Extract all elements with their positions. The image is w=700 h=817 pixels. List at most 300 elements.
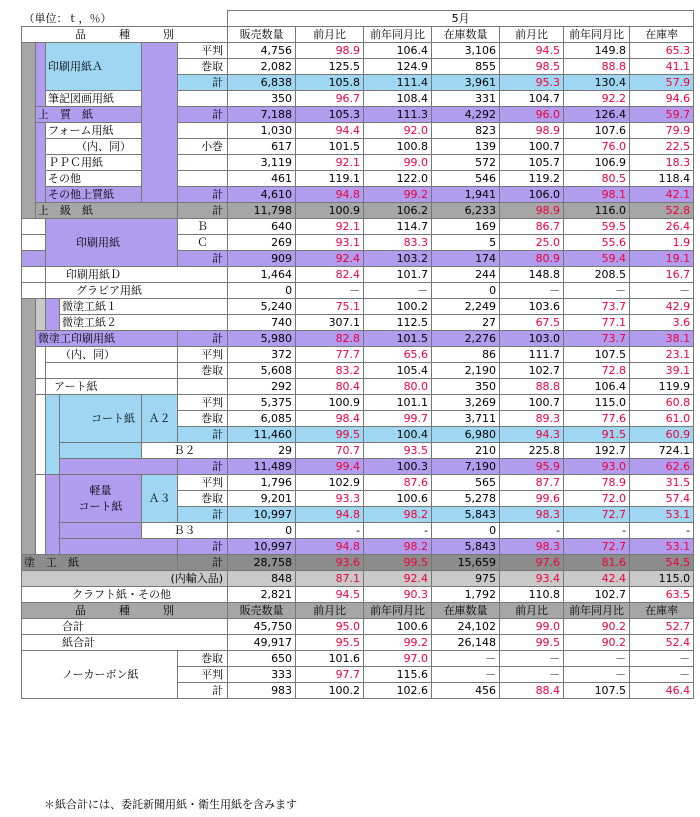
- value-cell: 95.0: [296, 619, 364, 635]
- value-cell: 2,082: [228, 59, 296, 75]
- value-cell: 92.1: [296, 219, 364, 235]
- value-cell: 98.5: [500, 59, 564, 75]
- value-cell: 126.4: [564, 107, 630, 123]
- value-cell: 77.7: [296, 347, 364, 363]
- table-row: [22, 203, 694, 219]
- table-row: [22, 635, 694, 651]
- header-unit-row: [22, 11, 694, 27]
- value-cell: 95.5: [296, 635, 364, 651]
- value-cell: 93.4: [500, 571, 564, 587]
- value-cell: 72.7: [564, 507, 630, 523]
- value-cell: 10,997: [228, 507, 296, 523]
- value-cell: 103.6: [500, 299, 564, 315]
- value-cell: 98.4: [296, 411, 364, 427]
- table-row: [22, 459, 694, 475]
- value-cell: 107.5: [564, 683, 630, 699]
- row-label: (内輸入品): [22, 571, 228, 587]
- table-row: [22, 171, 694, 187]
- row-label: 巻取: [178, 363, 228, 379]
- value-cell: 86.7: [500, 219, 564, 235]
- value-cell: 130.4: [564, 75, 630, 91]
- value-cell: 90.2: [564, 635, 630, 651]
- value-cell: 225.8: [500, 443, 564, 459]
- row-label: 平判: [178, 347, 228, 363]
- row-label: 計: [178, 203, 228, 219]
- value-cell: 99.7: [364, 411, 432, 427]
- item-col-header: 品 種 別: [22, 603, 228, 619]
- value-cell: 99.2: [364, 635, 432, 651]
- value-cell: 83.3: [364, 235, 432, 251]
- value-cell: 65.3: [630, 43, 694, 59]
- value-cell: 92.2: [564, 91, 630, 107]
- value-cell: 7,188: [228, 107, 296, 123]
- value-cell: 169: [432, 219, 500, 235]
- value-cell: 90.2: [564, 619, 630, 635]
- value-cell: 107.6: [564, 123, 630, 139]
- value-cell: 95.3: [500, 75, 564, 91]
- value-cell: 101.5: [296, 139, 364, 155]
- value-cell: 139: [432, 139, 500, 155]
- value-cell: 19.1: [630, 251, 694, 267]
- table-row: [22, 379, 694, 395]
- table-row: [22, 651, 694, 667]
- value-cell: 333: [228, 667, 296, 683]
- value-cell: 102.6: [364, 683, 432, 699]
- value-cell: 617: [228, 139, 296, 155]
- table-row: [22, 219, 694, 235]
- value-cell: －: [500, 667, 564, 683]
- row-label: Ａ２: [142, 395, 178, 443]
- value-cell: 174: [432, 251, 500, 267]
- value-cell: 99.2: [364, 187, 432, 203]
- value-cell: 101.1: [364, 395, 432, 411]
- value-cell: 2,276: [432, 331, 500, 347]
- value-cell: 99.5: [364, 555, 432, 571]
- row-label: 平判: [178, 667, 228, 683]
- value-cell: 93.6: [296, 555, 364, 571]
- row-label: 平判: [178, 475, 228, 491]
- row-label: 巻取: [178, 491, 228, 507]
- value-cell: 79.9: [630, 123, 694, 139]
- value-cell: 99.0: [500, 619, 564, 635]
- value-cell: 49,917: [228, 635, 296, 651]
- value-cell: 24,102: [432, 619, 500, 635]
- value-cell: 57.4: [630, 491, 694, 507]
- value-cell: 848: [228, 571, 296, 587]
- value-cell: 98.3: [500, 539, 564, 555]
- value-cell: 292: [228, 379, 296, 395]
- value-cell: 54.5: [630, 555, 694, 571]
- value-cell: －: [564, 667, 630, 683]
- value-cell: 111.4: [364, 75, 432, 91]
- value-cell: 59.4: [564, 251, 630, 267]
- value-cell: 89.3: [500, 411, 564, 427]
- value-cell: 82.4: [296, 267, 364, 283]
- sales-table: [21, 10, 694, 699]
- value-cell: 23.1: [630, 347, 694, 363]
- item-col-header: 品 種 別: [22, 27, 228, 43]
- value-cell: 65.6: [364, 347, 432, 363]
- row-label: 上 級 紙: [36, 203, 178, 219]
- value-cell: 110.8: [500, 587, 564, 603]
- row-label: グラビア用紙: [46, 283, 228, 299]
- table-row: [22, 475, 694, 491]
- value-cell: 90.3: [364, 587, 432, 603]
- value-cell: 27: [432, 315, 500, 331]
- value-cell: －: [630, 283, 694, 299]
- value-cell: 99.5: [500, 635, 564, 651]
- value-cell: 100.7: [500, 139, 564, 155]
- value-cell: 372: [228, 347, 296, 363]
- row-label: 印刷用紙Ｄ: [46, 267, 228, 283]
- row-label: （内、同）: [46, 139, 142, 155]
- row-label: 計: [178, 331, 228, 347]
- value-cell: 93.0: [564, 459, 630, 475]
- value-cell: －: [432, 651, 500, 667]
- col-header: 在庫率: [630, 27, 694, 43]
- value-cell: 2,249: [432, 299, 500, 315]
- value-cell: 41.1: [630, 59, 694, 75]
- value-cell: 88.4: [500, 683, 564, 699]
- header-col-row-repeat: [22, 603, 694, 619]
- value-cell: 3,711: [432, 411, 500, 427]
- col-header: 在庫率: [630, 603, 694, 619]
- value-cell: 10,997: [228, 539, 296, 555]
- value-cell: 92.0: [364, 123, 432, 139]
- value-cell: 7,190: [432, 459, 500, 475]
- value-cell: 102.9: [296, 475, 364, 491]
- value-cell: 331: [432, 91, 500, 107]
- value-cell: 82.8: [296, 331, 364, 347]
- value-cell: 119.2: [500, 171, 564, 187]
- value-cell: 70.7: [296, 443, 364, 459]
- value-cell: 96.7: [296, 91, 364, 107]
- table-row: [22, 587, 694, 603]
- value-cell: 73.7: [564, 299, 630, 315]
- value-cell: -: [630, 523, 694, 539]
- value-cell: 119.1: [296, 171, 364, 187]
- value-cell: 42.1: [630, 187, 694, 203]
- row-label: 塗 工 紙: [22, 555, 178, 571]
- value-cell: 62.6: [630, 459, 694, 475]
- row-label: 筆記図画用紙: [46, 91, 142, 107]
- value-cell: 94.6: [630, 91, 694, 107]
- value-cell: 192.7: [564, 443, 630, 459]
- value-cell: 55.6: [564, 235, 630, 251]
- value-cell: 31.5: [630, 475, 694, 491]
- row-label: 計: [178, 555, 228, 571]
- value-cell: 5,843: [432, 507, 500, 523]
- value-cell: 93.3: [296, 491, 364, 507]
- col-header: 販売数量: [228, 27, 296, 43]
- value-cell: 99.0: [364, 155, 432, 171]
- value-cell: 42.4: [564, 571, 630, 587]
- value-cell: 106.9: [564, 155, 630, 171]
- row-label: その他: [46, 171, 142, 187]
- value-cell: 94.5: [296, 587, 364, 603]
- value-cell: 18.3: [630, 155, 694, 171]
- value-cell: 83.2: [296, 363, 364, 379]
- value-cell: 99.4: [296, 459, 364, 475]
- value-cell: 26.4: [630, 219, 694, 235]
- value-cell: 80.9: [500, 251, 564, 267]
- row-label: ノーカーボン紙: [22, 651, 178, 699]
- month-label: 5月: [228, 11, 694, 27]
- value-cell: －: [432, 667, 500, 683]
- table-row: [22, 267, 694, 283]
- value-cell: 115.0: [630, 571, 694, 587]
- unit-label: （単位：ｔ，％）: [23, 11, 112, 25]
- value-cell: 105.7: [500, 155, 564, 171]
- value-cell: 102.7: [564, 587, 630, 603]
- value-cell: 75.1: [296, 299, 364, 315]
- value-cell: 81.6: [564, 555, 630, 571]
- value-cell: 97.7: [296, 667, 364, 683]
- value-cell: 100.3: [364, 459, 432, 475]
- value-cell: －: [364, 283, 432, 299]
- table-row: [22, 107, 694, 123]
- value-cell: 52.8: [630, 203, 694, 219]
- value-cell: 22.5: [630, 139, 694, 155]
- col-header: 前月比: [296, 27, 364, 43]
- value-cell: 0: [228, 283, 296, 299]
- value-cell: 119.9: [630, 379, 694, 395]
- value-cell: 77.6: [564, 411, 630, 427]
- value-cell: 111.3: [364, 107, 432, 123]
- value-cell: 855: [432, 59, 500, 75]
- value-cell: 100.6: [364, 619, 432, 635]
- value-cell: 67.5: [500, 315, 564, 331]
- row-label: 上 質 紙: [36, 107, 142, 123]
- value-cell: 106.2: [364, 203, 432, 219]
- value-cell: 95.9: [500, 459, 564, 475]
- value-cell: 42.9: [630, 299, 694, 315]
- row-label: ＰＰＣ用紙: [46, 155, 142, 171]
- row-label: （内、同）: [46, 347, 178, 363]
- value-cell: 4,610: [228, 187, 296, 203]
- row-label: 巻取: [178, 651, 228, 667]
- row-label: フォーム用紙: [46, 123, 142, 139]
- value-cell: 80.4: [296, 379, 364, 395]
- row-label: 計: [178, 459, 228, 475]
- value-cell: 6,085: [228, 411, 296, 427]
- value-cell: 1,941: [432, 187, 500, 203]
- row-label: 計: [178, 251, 228, 267]
- value-cell: 53.1: [630, 507, 694, 523]
- value-cell: 60.8: [630, 395, 694, 411]
- row-label: Ｃ: [178, 235, 228, 251]
- value-cell: 98.2: [364, 539, 432, 555]
- value-cell: 6,838: [228, 75, 296, 91]
- value-cell: 87.1: [296, 571, 364, 587]
- value-cell: -: [564, 523, 630, 539]
- row-label: コート紙: [60, 395, 142, 443]
- value-cell: 1,030: [228, 123, 296, 139]
- value-cell: 106.0: [500, 187, 564, 203]
- row-label: 合計: [22, 619, 228, 635]
- row-label: Ｂ２: [142, 443, 228, 459]
- value-cell: 5,608: [228, 363, 296, 379]
- value-cell: 98.3: [500, 507, 564, 523]
- table-row: [22, 347, 694, 363]
- value-cell: 29: [228, 443, 296, 459]
- value-cell: 350: [432, 379, 500, 395]
- value-cell: 572: [432, 155, 500, 171]
- table-row: [22, 155, 694, 171]
- value-cell: 80.0: [364, 379, 432, 395]
- value-cell: 86: [432, 347, 500, 363]
- header-col-row: [22, 27, 694, 43]
- value-cell: 111.7: [500, 347, 564, 363]
- value-cell: 5,278: [432, 491, 500, 507]
- value-cell: 108.4: [364, 91, 432, 107]
- table-row: [22, 395, 694, 411]
- value-cell: 350: [228, 91, 296, 107]
- value-cell: 16.7: [630, 267, 694, 283]
- table-row: [22, 315, 694, 331]
- value-cell: 3,961: [432, 75, 500, 91]
- value-cell: 975: [432, 571, 500, 587]
- row-label: その他上質紙: [46, 187, 178, 203]
- value-cell: 45,750: [228, 619, 296, 635]
- row-label: 微塗工紙２: [60, 315, 228, 331]
- row-label: Ａ３: [142, 475, 178, 523]
- row-label: 軽量 コート紙: [60, 475, 142, 523]
- col-header: 前年同月比: [564, 27, 630, 43]
- value-cell: -: [364, 523, 432, 539]
- value-cell: 92.4: [296, 251, 364, 267]
- value-cell: 103.2: [364, 251, 432, 267]
- table-row: [22, 331, 694, 347]
- value-cell: 3.6: [630, 315, 694, 331]
- value-cell: 115.6: [364, 667, 432, 683]
- value-cell: －: [564, 651, 630, 667]
- value-cell: 100.2: [364, 299, 432, 315]
- value-cell: 26,148: [432, 635, 500, 651]
- value-cell: 100.9: [296, 395, 364, 411]
- value-cell: 823: [432, 123, 500, 139]
- value-cell: 118.4: [630, 171, 694, 187]
- value-cell: 105.4: [364, 363, 432, 379]
- value-cell: －: [296, 283, 364, 299]
- value-cell: 94.3: [500, 427, 564, 443]
- col-header: 販売数量: [228, 603, 296, 619]
- value-cell: 3,106: [432, 43, 500, 59]
- value-cell: 98.9: [500, 203, 564, 219]
- value-cell: 93.5: [364, 443, 432, 459]
- value-cell: 208.5: [564, 267, 630, 283]
- value-cell: 5,843: [432, 539, 500, 555]
- col-header: 前月比: [500, 603, 564, 619]
- value-cell: 3,269: [432, 395, 500, 411]
- value-cell: 93.1: [296, 235, 364, 251]
- value-cell: 0: [228, 523, 296, 539]
- value-cell: 76.0: [564, 139, 630, 155]
- value-cell: 87.6: [364, 475, 432, 491]
- value-cell: 11,489: [228, 459, 296, 475]
- value-cell: 94.4: [296, 123, 364, 139]
- value-cell: －: [630, 651, 694, 667]
- value-cell: 11,460: [228, 427, 296, 443]
- table-row: [22, 443, 694, 459]
- value-cell: 0: [432, 523, 500, 539]
- value-cell: 149.8: [564, 43, 630, 59]
- value-cell: 105.3: [296, 107, 364, 123]
- value-cell: －: [500, 283, 564, 299]
- col-header: 前年同月比: [564, 603, 630, 619]
- value-cell: 1,792: [432, 587, 500, 603]
- value-cell: 115.0: [564, 395, 630, 411]
- value-cell: 456: [432, 683, 500, 699]
- value-cell: 0: [432, 283, 500, 299]
- value-cell: －: [630, 667, 694, 683]
- value-cell: 983: [228, 683, 296, 699]
- col-header: 前月比: [500, 27, 564, 43]
- value-cell: 640: [228, 219, 296, 235]
- table-row: [22, 139, 694, 155]
- value-cell: 101.6: [296, 651, 364, 667]
- value-cell: 72.0: [564, 491, 630, 507]
- value-cell: 100.9: [296, 203, 364, 219]
- value-cell: 5: [432, 235, 500, 251]
- value-cell: 97.6: [500, 555, 564, 571]
- row-label: Ｂ３: [142, 523, 228, 539]
- value-cell: 78.9: [564, 475, 630, 491]
- value-cell: 5,375: [228, 395, 296, 411]
- value-cell: 461: [228, 171, 296, 187]
- value-cell: 39.1: [630, 363, 694, 379]
- value-cell: 101.5: [364, 331, 432, 347]
- row-label: 印刷用紙Ａ: [46, 43, 142, 91]
- value-cell: 105.8: [296, 75, 364, 91]
- table-row: [22, 299, 694, 315]
- row-label: 平判: [178, 395, 228, 411]
- value-cell: 100.8: [364, 139, 432, 155]
- value-cell: 116.0: [564, 203, 630, 219]
- table-row: [22, 91, 694, 107]
- value-cell: 124.9: [364, 59, 432, 75]
- value-cell: 210: [432, 443, 500, 459]
- value-cell: 106.4: [364, 43, 432, 59]
- value-cell: 101.7: [364, 267, 432, 283]
- value-cell: 1.9: [630, 235, 694, 251]
- table-row: [22, 571, 694, 587]
- row-label: 小巻: [178, 139, 228, 155]
- value-cell: 122.0: [364, 171, 432, 187]
- table-row: [22, 555, 694, 571]
- row-label: 計: [178, 187, 228, 203]
- value-cell: 73.7: [564, 331, 630, 347]
- row-label: アート紙: [46, 379, 178, 395]
- value-cell: 100.6: [364, 491, 432, 507]
- value-cell: 88.8: [564, 59, 630, 75]
- value-cell: 52.7: [630, 619, 694, 635]
- value-cell: 38.1: [630, 331, 694, 347]
- row-label: 巻取: [178, 59, 228, 75]
- value-cell: 106.4: [564, 379, 630, 395]
- value-cell: 125.5: [296, 59, 364, 75]
- value-cell: 53.1: [630, 539, 694, 555]
- value-cell: 57.9: [630, 75, 694, 91]
- value-cell: 148.8: [500, 267, 564, 283]
- row-label: 計: [178, 75, 228, 91]
- row-label: 計: [178, 107, 228, 123]
- value-cell: 94.8: [296, 187, 364, 203]
- value-cell: 72.8: [564, 363, 630, 379]
- value-cell: 63.5: [630, 587, 694, 603]
- value-cell: 94.5: [500, 43, 564, 59]
- value-cell: 72.7: [564, 539, 630, 555]
